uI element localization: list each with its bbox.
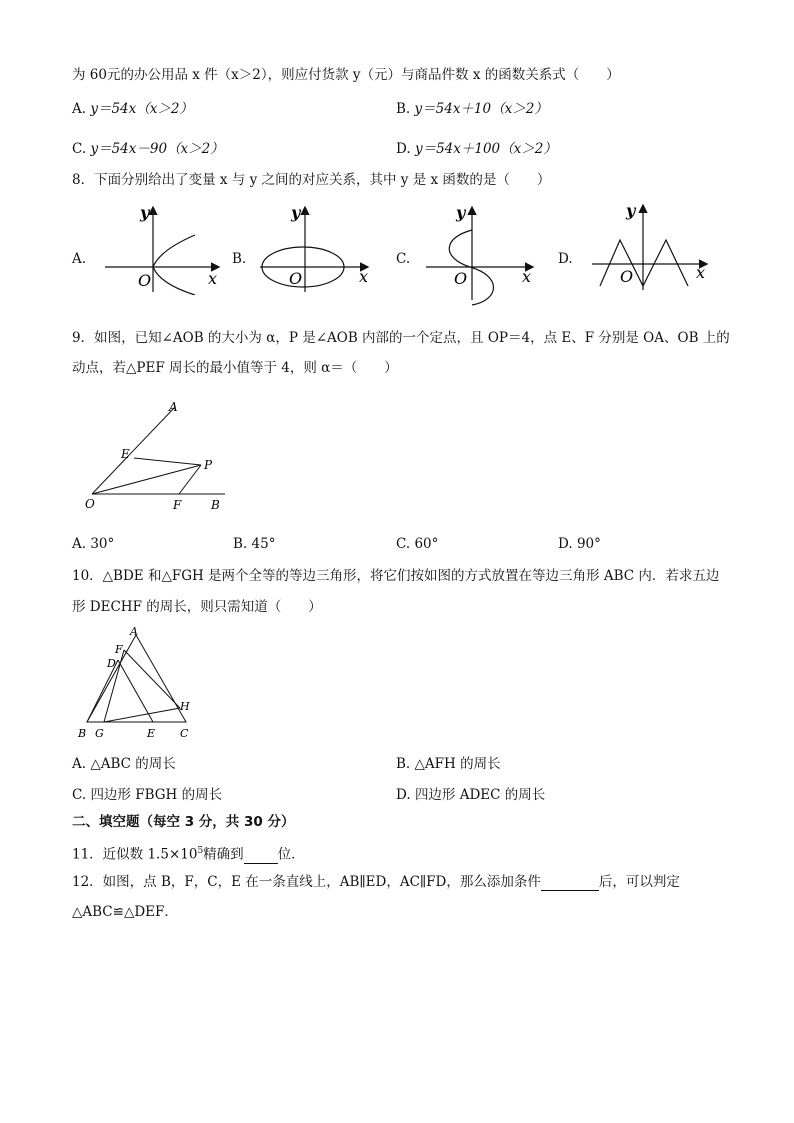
- q12-text-a: 12．如图，点 B，F，C，E 在一条直线上，AB∥ED，AC∥FD，那么添加条件: [72, 874, 541, 890]
- origin-label: O: [138, 271, 152, 290]
- q11-line: [72, 842, 305, 864]
- q9-option-d-letter: D.: [558, 536, 573, 552]
- q12-line1: [72, 873, 680, 891]
- q8-option-c-letter[interactable]: C.: [396, 251, 411, 267]
- q7-option-b-letter: B.: [396, 101, 411, 117]
- q7-option-d-text: y＝54x＋100（x＞2）: [414, 141, 557, 157]
- q7-option-c-text: y＝54x－90（x＞2）: [90, 141, 224, 157]
- q8-graph-c: [422, 200, 542, 310]
- q12-answer-blank[interactable]: [541, 876, 599, 891]
- ray-oa: [92, 407, 175, 494]
- q7-option-d[interactable]: [396, 140, 557, 158]
- q10-option-b[interactable]: [396, 755, 501, 773]
- q10-option-b-text: △AFH 的周长: [414, 756, 501, 772]
- q8-option-d-letter[interactable]: D.: [558, 251, 573, 267]
- q7-option-b-text: y＝54x＋10（x＞2）: [414, 101, 548, 117]
- label-b: B: [78, 727, 87, 740]
- origin-label: O: [454, 269, 468, 288]
- q8-stem: 8．下面分别给出了变量 x 与 y 之间的对应关系，其中 y 是 x 函数的是（ ）: [72, 172, 551, 188]
- q10-stem-line2: 形 DECHF 的周长，则只需知道（ ）: [72, 599, 322, 615]
- origin-label: O: [289, 269, 303, 288]
- curve-upper: [153, 235, 195, 267]
- q11-exponent: 5: [197, 846, 204, 856]
- q10-option-c[interactable]: [72, 786, 222, 804]
- q10-option-c-letter: C.: [72, 787, 87, 803]
- q8-graph-d: [588, 198, 713, 293]
- curve-lower: [153, 267, 195, 295]
- q9-option-a-letter: A.: [72, 536, 87, 552]
- label-a: A: [169, 400, 178, 414]
- q10-option-a[interactable]: [72, 755, 176, 773]
- x-label: x: [359, 267, 369, 286]
- q10-option-b-letter: B.: [396, 756, 411, 772]
- label-f: F: [173, 498, 182, 512]
- q11-mid: 精确到: [203, 846, 244, 863]
- q10-option-a-text: △ABC 的周长: [90, 756, 176, 772]
- q11-answer-blank[interactable]: [244, 849, 278, 864]
- label-d: D: [107, 657, 116, 670]
- label-p: P: [204, 458, 213, 472]
- origin-label: O: [620, 267, 634, 286]
- q9-option-a[interactable]: [72, 535, 114, 553]
- q9-figure: [80, 395, 240, 520]
- q9-option-b[interactable]: [233, 535, 275, 553]
- q9-option-c-text: 60°: [414, 536, 439, 552]
- section-heading-fill-in: 二、填空题（每空 3 分，共 30 分）: [72, 814, 295, 830]
- q7-option-b[interactable]: [396, 100, 548, 118]
- x-label: x: [208, 269, 218, 288]
- y-label: y: [291, 203, 301, 222]
- q9-stem-line1: 9．如图，已知∠AOB 的大小为 α，P 是∠AOB 内部的一个定点，且 OP＝4，点 E、F 分别是 OA、OB 上的: [72, 330, 730, 346]
- q12-line2: △ABC≌△DEF．: [72, 904, 178, 920]
- q9-option-d[interactable]: [558, 535, 601, 553]
- label-b: B: [211, 498, 220, 512]
- q8-option-b-letter[interactable]: B.: [232, 251, 247, 267]
- q9-option-a-text: 30°: [90, 536, 115, 552]
- q10-option-a-letter: A.: [72, 756, 87, 772]
- label-f: F: [115, 643, 123, 656]
- q8-graph-b: [255, 200, 380, 295]
- q10-option-d-letter: D.: [396, 787, 411, 803]
- q7-option-a-letter: A.: [72, 101, 87, 117]
- q11-suffix: 位．: [277, 846, 305, 863]
- y-label: y: [456, 203, 466, 222]
- q7-option-c[interactable]: [72, 140, 224, 158]
- q9-option-c[interactable]: [396, 535, 438, 553]
- q9-option-d-text: 90°: [576, 536, 601, 552]
- label-a: A: [130, 625, 138, 638]
- label-e: E: [147, 727, 156, 740]
- q10-option-d[interactable]: [396, 786, 545, 804]
- q9-stem-line2: 动点，若△PEF 周长的最小值等于 4，则 α＝（ ）: [72, 360, 398, 376]
- x-label: x: [696, 263, 706, 282]
- q10-option-c-text: 四边形 FBGH 的周长: [90, 787, 223, 803]
- label-o: O: [85, 497, 95, 511]
- q7-option-a-text: y＝54x（x＞2）: [90, 101, 193, 117]
- q7-option-c-letter: C.: [72, 141, 87, 157]
- q8-option-a-letter[interactable]: A.: [72, 251, 87, 267]
- x-label: x: [522, 267, 532, 286]
- q7-stem: 为 60元的办公用品 x 件（x＞2），则应付货款 y（元）与商品件数 x 的函数关系式（ ）: [72, 67, 620, 83]
- q11-prefix: 11．近似数 1.5×10: [72, 846, 198, 863]
- q7-option-d-letter: D.: [396, 141, 411, 157]
- q9-option-b-letter: B.: [233, 536, 248, 552]
- segment-pf: [179, 465, 201, 494]
- q9-option-c-letter: C.: [396, 536, 411, 552]
- q8-graph-a: [100, 200, 230, 295]
- segment-ep: [134, 458, 201, 465]
- q10-figure: [72, 620, 202, 745]
- q7-option-a[interactable]: [72, 100, 193, 118]
- q10-stem-line1: 10．△BDE 和△FGH 是两个全等的等边三角形，将它们按如图的方式放置在等边三角形 ABC 内．若求五边: [72, 568, 720, 584]
- label-e: E: [121, 447, 130, 461]
- label-h: H: [180, 700, 190, 713]
- y-label: y: [140, 203, 150, 222]
- triangle-abc: [87, 635, 186, 722]
- label-g: G: [95, 727, 104, 740]
- zigzag: [600, 240, 688, 286]
- y-label: y: [626, 201, 636, 220]
- label-c: C: [180, 727, 189, 740]
- q9-option-b-text: 45°: [251, 536, 276, 552]
- q10-option-d-text: 四边形 ADEC 的周长: [414, 787, 546, 803]
- q12-text-b: 后，可以判定: [598, 874, 680, 890]
- segment-op: [92, 465, 201, 494]
